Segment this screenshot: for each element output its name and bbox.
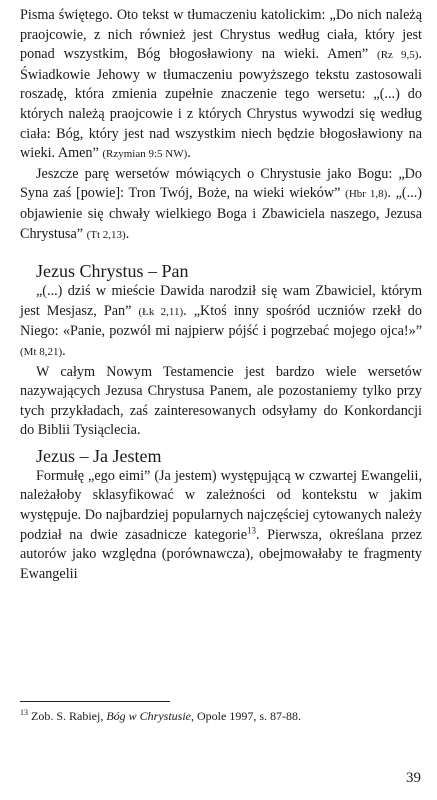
paragraph-1-text: Pisma świętego. Oto tekst w tłumaczeniu katolickim: „Do nich należą praojcowie, z nich również jest Chrystus według ciała, który jest ponad wszystkim, Bóg błogosławiony na wieki. Amen” — [20, 7, 422, 63]
paragraph-3-text: „(...) dziś w mieście Dawida narodził się wam Zbawiciel, którym jest Mesjasz, Pan” — [20, 283, 422, 319]
citation-rz: (Rz 9,5) — [377, 49, 419, 62]
footnote — [20, 708, 422, 724]
page-number: 39 — [406, 770, 421, 786]
page-body — [20, 6, 422, 584]
citation-lk: (Łk 2,11) — [138, 305, 184, 318]
footnote-marker: 13 — [20, 708, 28, 717]
paragraph-1-end: . — [187, 145, 191, 162]
citation-hbr: (Hbr 1,8) — [345, 188, 388, 201]
paragraph-1 — [20, 6, 422, 165]
footnote-text-after: , Opole 1997, s. 87-88. — [191, 709, 301, 723]
footnote-book-title: Bóg w Chrystusie — [106, 709, 191, 723]
paragraph-4: W całym Nowym Testamencie jest bardzo wiele wersetów nazywających Jezusa Chrystusa Panem, ale pozostaniemy tylko przy tych przykładach, zaś zainteresowanych odsyłamy do Konkordancji do Biblii Tysiąclecia. — [20, 363, 422, 439]
paragraph-1-middle: . Świadkowie Jehowy w tłumaczeniu powyższego tekstu zastosowali roszadę, która zmienia zupełnie znaczenie tego wersetu: „(...) do których należą praojcowie i z których Chrystus wywodzi się według ciała: Bóg, który jest nad wszystkim niech będzie błogosławiony na wieki. Amen” — [20, 46, 422, 162]
paragraph-2-middle: . „(...) objawienie się chwały wielkiego Boga i Zbawiciela naszego, Jezusa Chrystusa” — [20, 185, 422, 242]
citation-mt: (Mt 8,21) — [20, 345, 63, 358]
paragraph-5-text: Formułę „ego eimi” (Ja jestem) występującą w czwartej Ewangelii, należałoby sklasyfikować w zależności od kontekstu w jakim występuje. Do najbardziej popularnych najczęściej cytowanych należy podział na dwie zasadnicze kategorie — [20, 467, 422, 543]
paragraph-3-middle: . „Ktoś inny spośród uczniów rzekł do Niego: «Panie, pozwól mi najpierw pójść i pogrzebać mojego ojca!»” — [20, 302, 422, 340]
section-heading-ja-jestem: Jezus – Ja Jestem — [36, 445, 162, 466]
paragraph-3-end: . — [62, 342, 66, 359]
footnote-reference[interactable]: 13 — [247, 524, 257, 535]
paragraph-2-text: Jeszcze parę wersetów mówiących o Chrystusie jako Bogu: „Do Syna zaś [powie]: Tron Twój, Boże, na wieki wieków” — [20, 165, 422, 202]
citation-tt: (Tt 2,13) — [86, 228, 126, 241]
footnote-divider — [20, 701, 170, 702]
paragraph-2-end: . — [125, 225, 130, 242]
paragraph-5 — [20, 467, 422, 585]
paragraph-3 — [20, 282, 422, 362]
section-heading-pan: Jezus Chrystus – Pan — [36, 261, 189, 282]
paragraph-5-end: . Pierwsza, określana przez autorów jako względna (porównawcza), obejmowałaby te fragmenty Ewangelii — [20, 526, 422, 582]
footnote-text-before: Zob. S. Rabiej, — [28, 709, 107, 723]
paragraph-2 — [20, 165, 422, 245]
citation-rzymian: (Rzymian 9:5 NW) — [102, 148, 188, 161]
